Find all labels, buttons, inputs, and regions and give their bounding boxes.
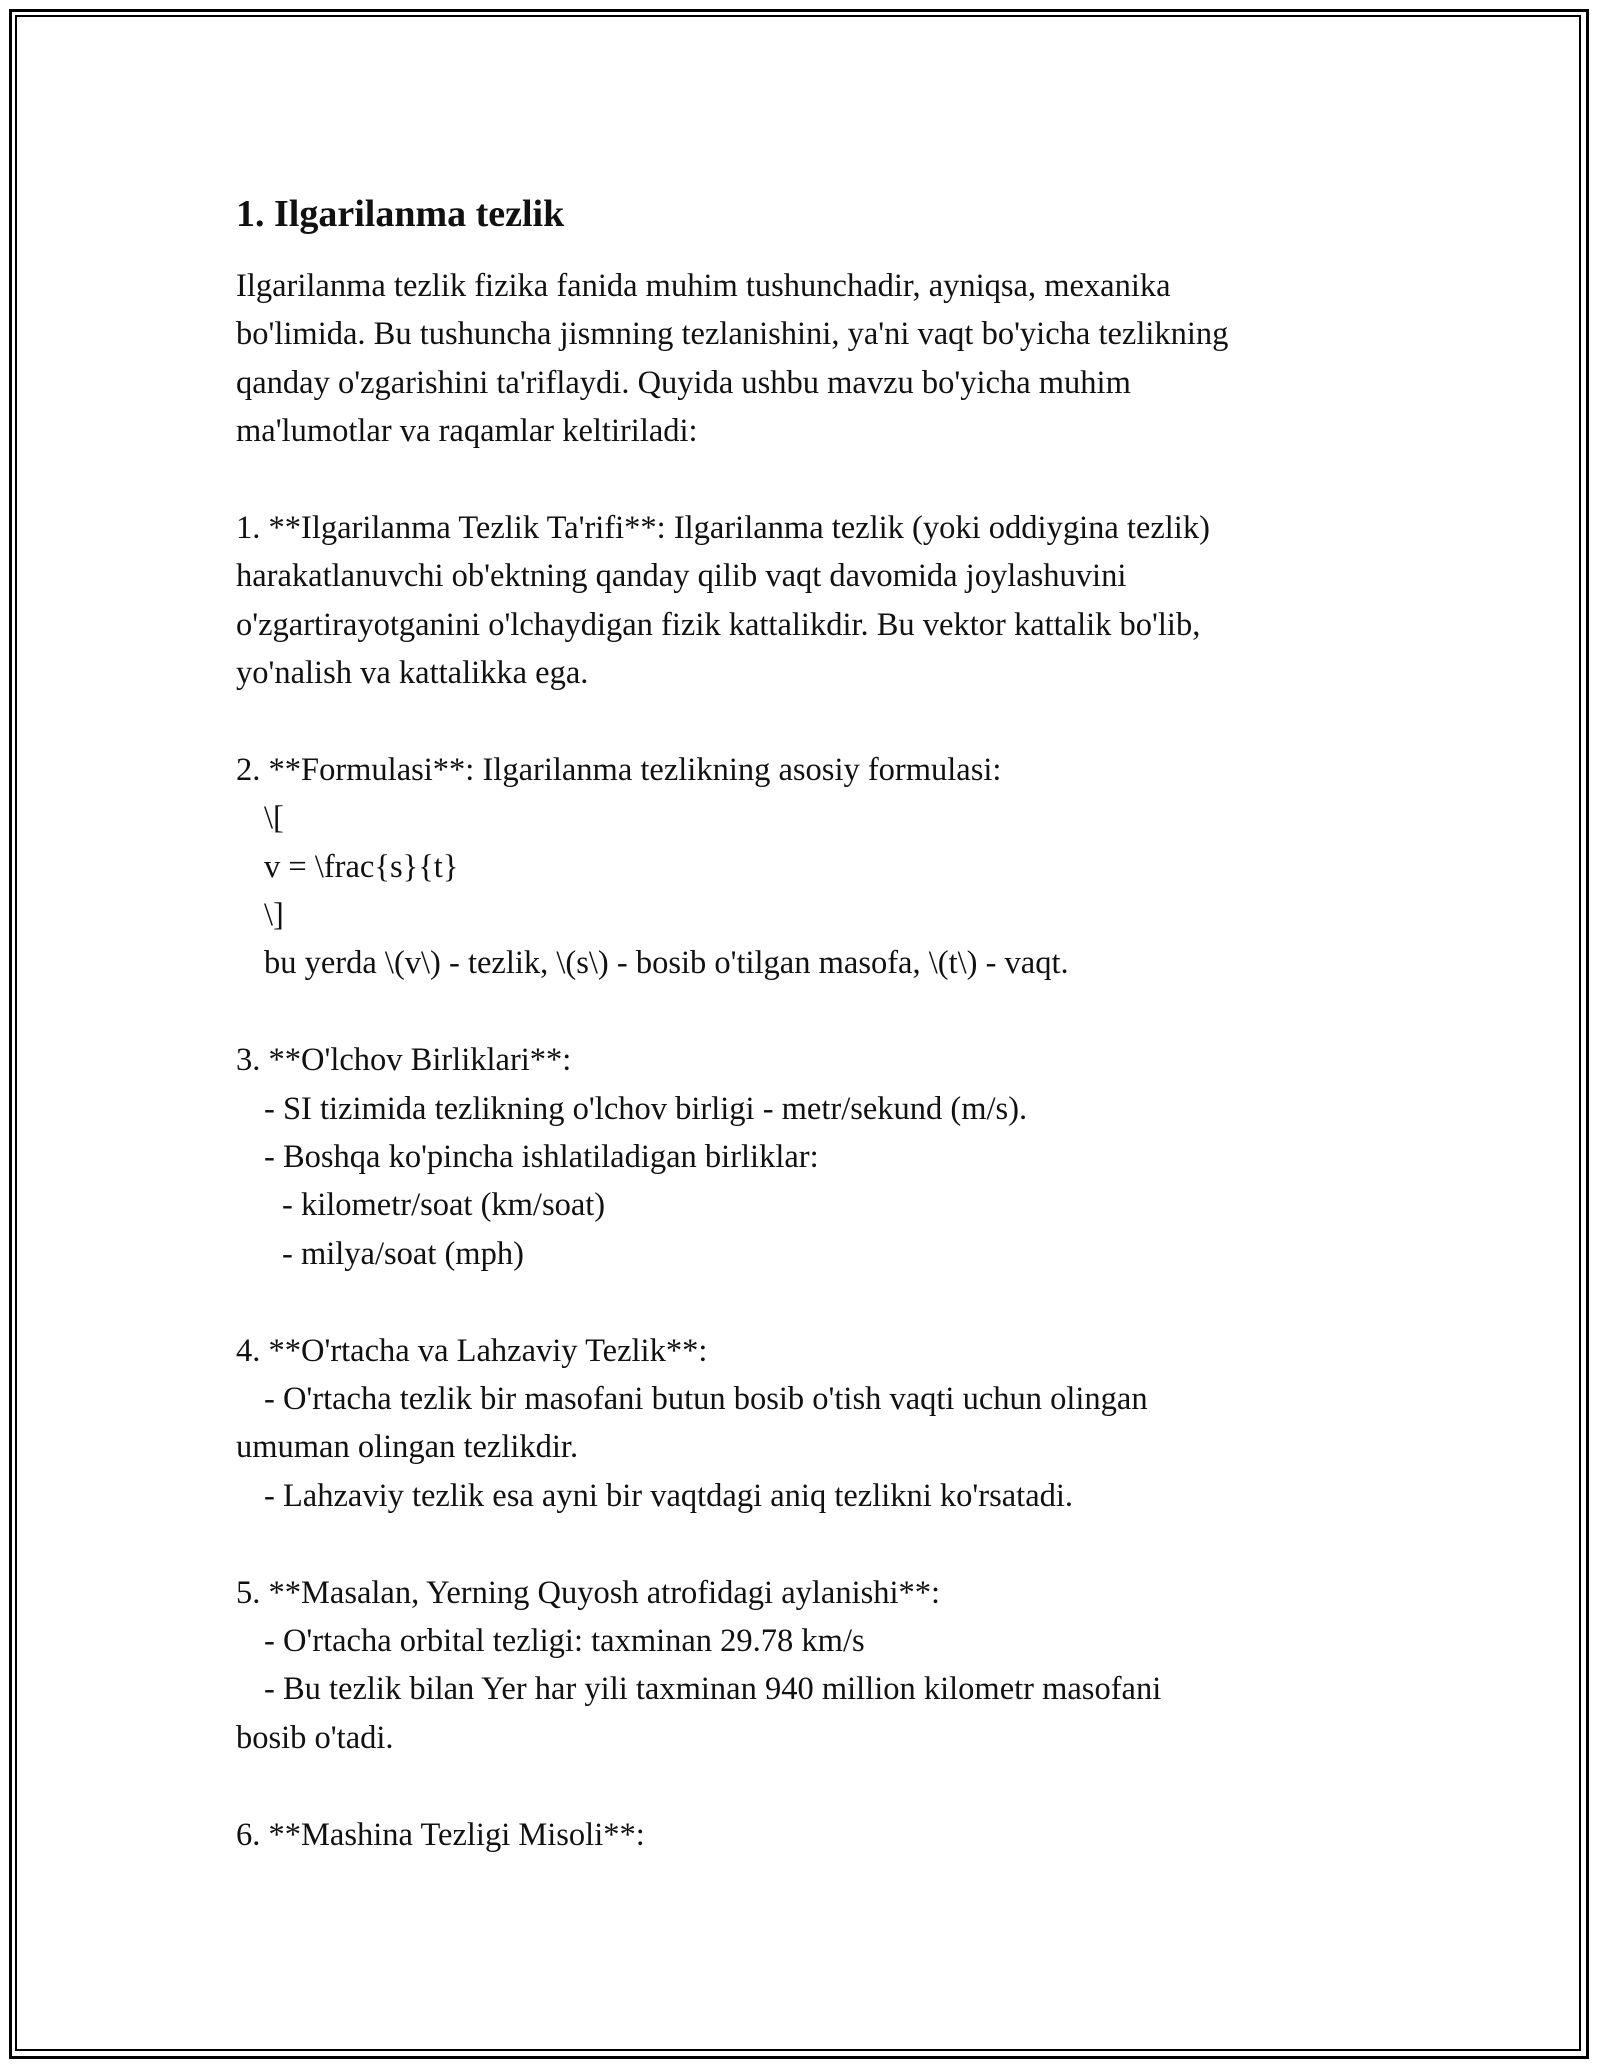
paragraph-gap <box>236 1520 1366 1568</box>
list-item-line: - O'rtacha orbital tezligi: taxminan 29.78 km/s <box>264 1622 865 1659</box>
list-item-line: - milya/soat (mph) <box>282 1235 524 1272</box>
intro-line: Ilgarilanma tezlik fizika fanida muhim tushunchadir, ayniqsa, mexanika <box>236 268 1171 304</box>
intro-line: qanday o'zgarishini ta'riflaydi. Quyida ushbu mavzu bo'yicha muhim <box>236 364 1131 401</box>
list-item <box>236 1327 1366 1521</box>
list-item-heading: 6. **Mashina Tezligi Misoli**: <box>236 1816 645 1853</box>
list-item-line: - Lahzaviy tezlik esa ayni bir vaqtdagi aniq tezlikni ko'rsatadi. <box>264 1477 1074 1514</box>
list-item-line: - O'rtacha tezlik bir masofani butun bosib o'tish vaqti uchun olingan <box>264 1380 1148 1417</box>
intro-line: ma'lumotlar va raqamlar keltiriladi: <box>236 413 698 450</box>
paragraph-gap <box>236 988 1366 1036</box>
list-item-line: - Boshqa ko'pincha ishlatiladigan birliklar: <box>264 1139 819 1176</box>
list-item-line: \] <box>264 897 284 934</box>
list-item-line: harakatlanuvchi ob'ektning qanday qilib vaqt davomida joylashuvini <box>236 558 1127 595</box>
list-item <box>236 504 1366 698</box>
paragraph-gap <box>236 456 1366 504</box>
list-item-line: yo'nalish va kattalikka ega. <box>236 655 589 692</box>
document-body <box>236 186 1366 1859</box>
list-item <box>236 746 1366 988</box>
list-item-line: umuman olingan tezlikdir. <box>236 1429 579 1466</box>
list-item-heading: 3. **O'lchov Birliklari**: <box>236 1042 572 1079</box>
list-item-line: - SI tizimida tezlikning o'lchov birligi - metr/sekund (m/s). <box>264 1090 1028 1127</box>
list-item-line: - kilometr/soat (km/soat) <box>282 1187 606 1224</box>
intro-line: bo'limida. Bu tushuncha jismning tezlanishini, ya'ni vaqt bo'yicha tezlikning <box>236 316 1229 353</box>
document-title: 1. Ilgarilanma tezlik <box>236 193 565 235</box>
list-item-heading: 4. **O'rtacha va Lahzaviy Tezlik**: <box>236 1332 708 1369</box>
list-item <box>236 1036 1366 1278</box>
list-item-line: bosib o'tadi. <box>236 1719 394 1756</box>
list-item <box>236 1569 1366 1763</box>
section-list <box>236 456 1366 1859</box>
paragraph-gap <box>236 698 1366 746</box>
list-item-line: v = \frac{s}{t} <box>264 848 459 885</box>
paragraph-gap <box>236 1278 1366 1326</box>
intro-paragraph <box>236 262 1366 456</box>
list-item-heading: 2. **Formulasi**: Ilgarilanma tezlikning asosiy formulasi: <box>236 751 1002 788</box>
list-item-line: \[ <box>264 800 284 837</box>
list-item-heading: 1. **Ilgarilanma Tezlik Ta'rifi**: Ilgarilanma tezlik (yoki oddiygina tezlik) <box>236 509 1210 546</box>
list-item-line: o'zgartirayotganini o'lchaydigan fizik kattalikdir. Bu vektor kattalik bo'lib, <box>236 606 1201 643</box>
paragraph-gap <box>236 1762 1366 1810</box>
list-item-line: - Bu tezlik bilan Yer har yili taxminan 940 million kilometr masofani <box>264 1671 1162 1708</box>
list-item <box>236 1811 1366 1859</box>
list-item-line: bu yerda \(v\) - tezlik, \(s\) - bosib o'tilgan masofa, \(t\) - vaqt. <box>264 945 1069 982</box>
list-item-heading: 5. **Masalan, Yerning Quyosh atrofidagi aylanishi**: <box>236 1574 941 1611</box>
